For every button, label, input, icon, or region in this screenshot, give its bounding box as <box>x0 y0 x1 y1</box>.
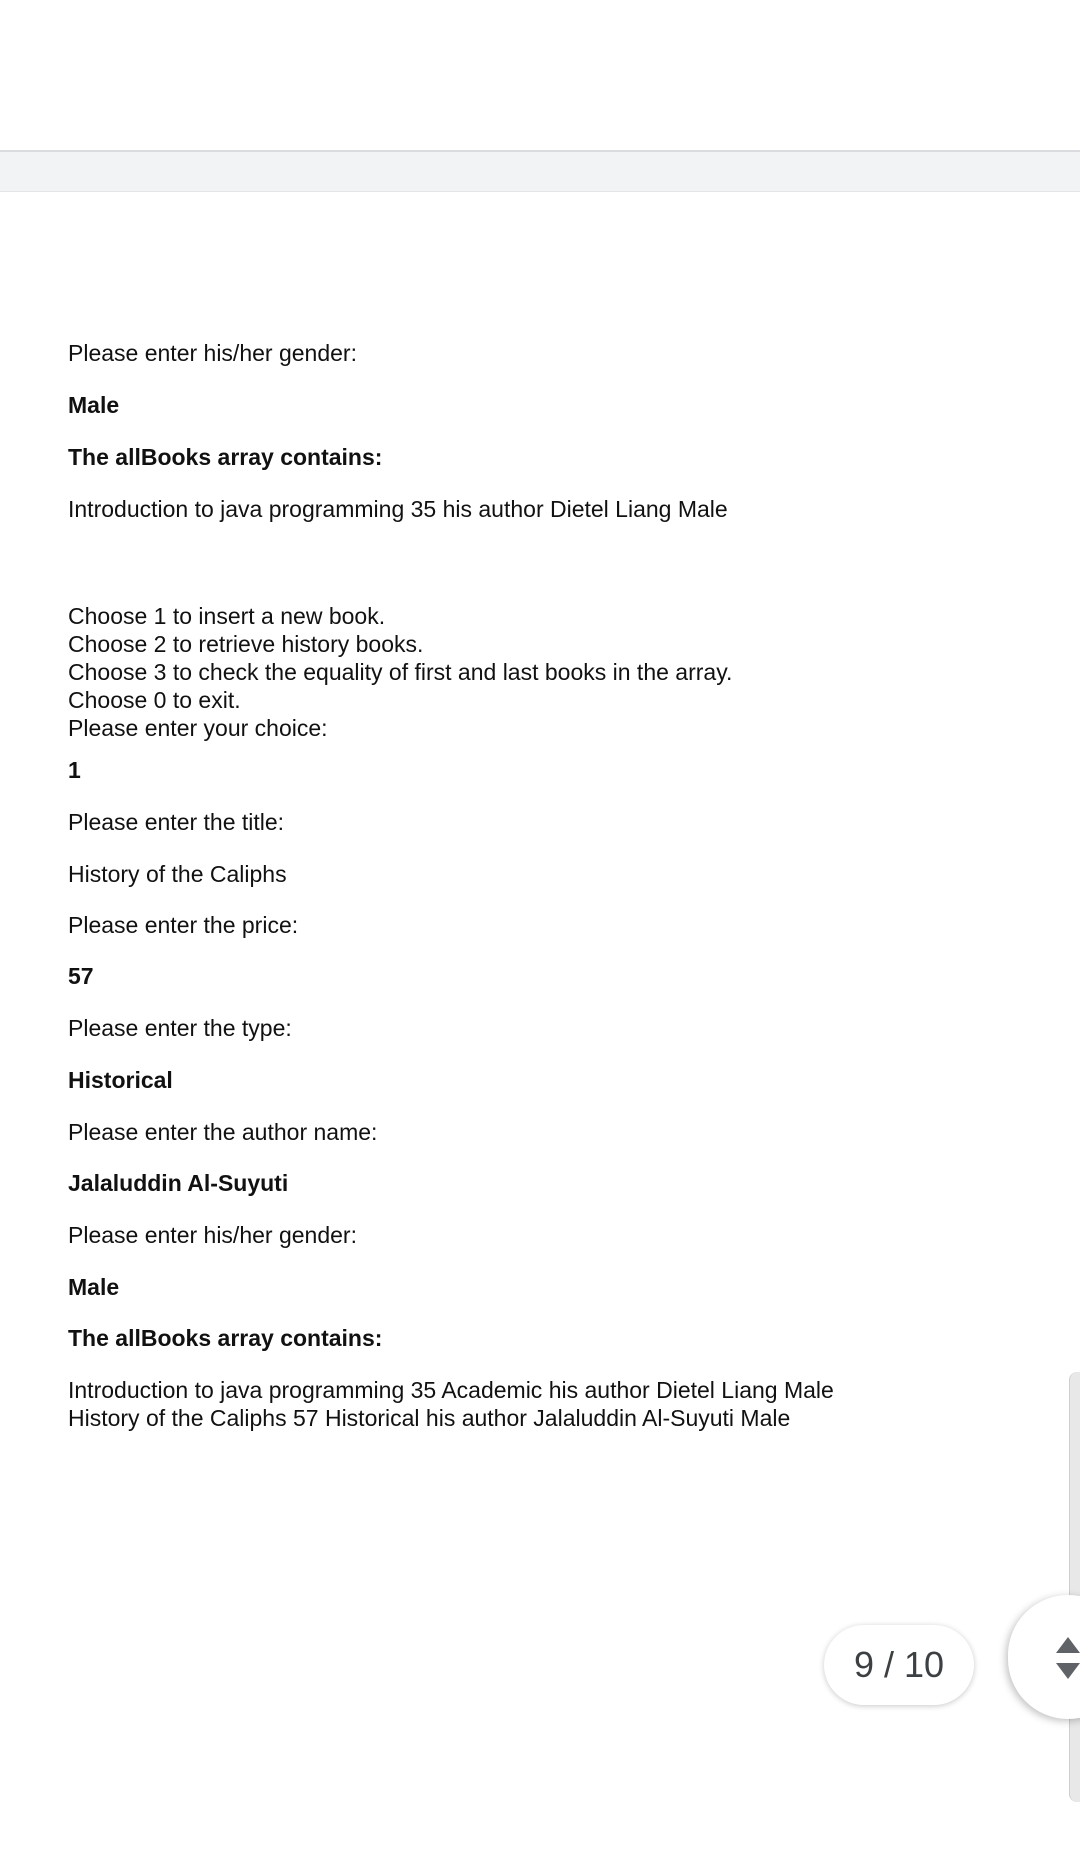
page-indicator: 9 / 10 <box>824 1625 974 1705</box>
answer-price: 57 <box>68 963 94 989</box>
answer-type: Historical <box>68 1067 173 1093</box>
array-entry-1: Introduction to java programming 35 his author Dietel Liang Male <box>68 496 728 522</box>
document-page <box>0 193 1080 1852</box>
menu-option-0: Choose 0 to exit. <box>68 687 241 713</box>
top-blank-area <box>0 0 1080 150</box>
answer-title: History of the Caliphs <box>68 861 287 887</box>
prompt-gender-2: Please enter his/her gender: <box>68 1222 357 1248</box>
array-result-1: Introduction to java programming 35 Academic his author Dietel Liang Male <box>68 1377 834 1403</box>
array-result-2: History of the Caliphs 57 Historical his author Jalaluddin Al-Suyuti Male <box>68 1405 791 1431</box>
answer-choice: 1 <box>68 757 81 783</box>
menu-choice-prompt: Please enter your choice: <box>68 715 328 741</box>
prompt-type: Please enter the type: <box>68 1015 292 1041</box>
array-heading-1: The allBooks array contains: <box>68 444 383 470</box>
menu-option-1: Choose 1 to insert a new book. <box>68 603 386 629</box>
prompt-title: Please enter the title: <box>68 809 285 835</box>
prompt-author: Please enter the author name: <box>68 1119 378 1145</box>
viewer-toolbar-strip <box>0 150 1080 192</box>
answer-author: Jalaluddin Al-Suyuti <box>68 1170 289 1196</box>
array-result-block <box>68 1376 834 1432</box>
prompt-price: Please enter the price: <box>68 912 299 938</box>
answer-gender-2: Male <box>68 1274 120 1300</box>
prompt-gender-1: Please enter his/her gender: <box>68 340 357 366</box>
menu-option-2: Choose 2 to retrieve history books. <box>68 631 424 657</box>
menu-block <box>68 602 732 742</box>
scrollbar-track[interactable] <box>1069 1372 1080 1802</box>
menu-option-3: Choose 3 to check the equality of first and last books in the array. <box>68 659 733 685</box>
answer-gender-1: Male <box>68 392 120 418</box>
up-down-arrows-icon <box>1053 1635 1080 1681</box>
array-heading-2: The allBooks array contains: <box>68 1325 383 1351</box>
